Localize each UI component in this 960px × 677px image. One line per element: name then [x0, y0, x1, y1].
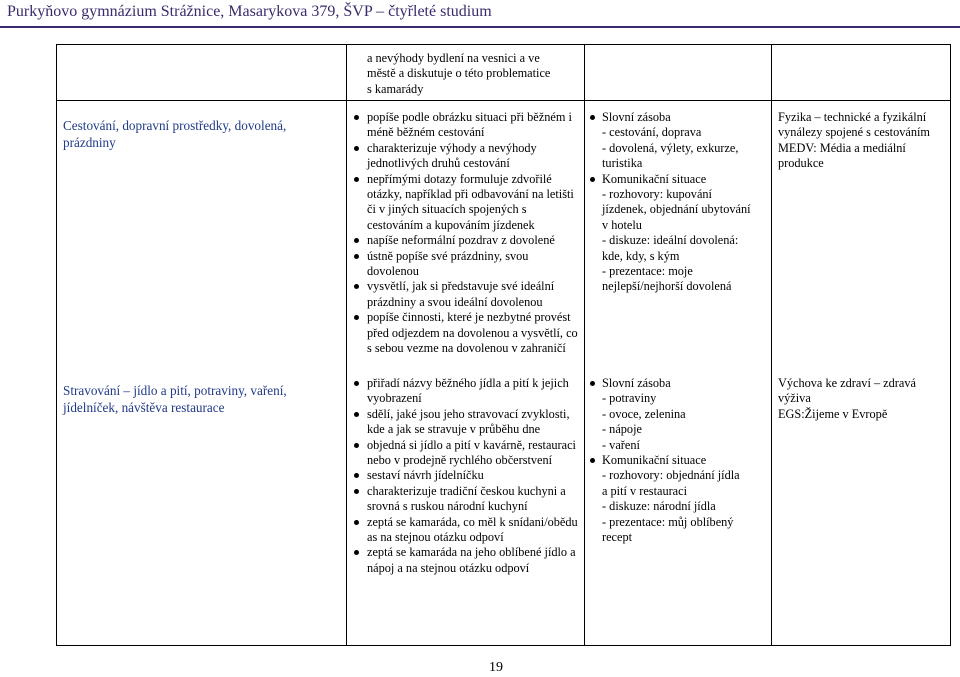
content-line: - prezentace: moje — [602, 264, 693, 279]
outcome-item: ústně popíše své prázdniny, svou dovolenou — [353, 249, 579, 280]
link-line: produkce — [778, 156, 824, 171]
link-line: výživa — [778, 391, 811, 406]
outcomes-travel — [353, 110, 579, 357]
link-line: EGS:Žijeme v Evropě — [778, 406, 888, 421]
content-travel — [589, 110, 769, 295]
bullet-icon — [590, 177, 595, 182]
content-line: - prezentace: můj oblíbený — [602, 514, 734, 529]
link-line: MEDV: Média a mediální — [778, 140, 906, 155]
content-line: - vaření — [602, 437, 640, 452]
content-line: - nápoje — [602, 422, 642, 437]
content-food — [589, 376, 769, 545]
outcome-item: zeptá se kamaráda na jeho oblíbené jídlo a nápoj a na stejnou otázku odpoví — [353, 545, 579, 576]
continued-outcome-line: s kamarády — [367, 81, 424, 96]
content-bullet-item: Slovní zásoba — [589, 110, 769, 125]
outcome-item: charakterizuje výhody a nevýhody jednotlivých druhů cestování — [353, 141, 579, 172]
table-border-bottom — [56, 645, 951, 646]
outcomes-food — [353, 376, 579, 576]
content-bullet-item: Slovní zásoba — [589, 376, 769, 391]
bullet-icon — [590, 381, 595, 386]
outcome-item: sdělí, jaké jsou jeho stravovací zvyklosti, kde a jak se stravuje v průběhu dne — [353, 407, 579, 438]
content-line: - cestování, doprava — [602, 125, 702, 140]
content-line: a pití v restauraci — [602, 483, 688, 498]
topic-travel: Cestování, dopravní prostředky, dovolená, prázdniny — [63, 118, 287, 150]
table-col-line — [771, 44, 772, 646]
content-line: recept — [602, 530, 633, 545]
link-line: Fyzika – technické a fyzikální — [778, 110, 927, 124]
outcome-item: charakterizuje tradiční českou kuchyni a srovná s ruskou národní kuchyní — [353, 484, 579, 515]
links-food — [778, 376, 948, 422]
outcome-item: objedná si jídlo a pití v kavárně, restauraci nebo v prodejně rychlého občerstvení — [353, 438, 579, 469]
content-line: nejlepší/nejhorší dovolená — [602, 279, 732, 294]
table-col-line — [950, 44, 951, 646]
content-bullet-item: Komunikační situace — [589, 453, 769, 468]
continued-outcome-line: a nevýhody bydlení na vesnici a ve — [367, 51, 540, 65]
content-line: - diskuze: ideální dovolená: — [602, 233, 739, 248]
bullet-icon — [590, 115, 595, 120]
page-header — [0, 0, 960, 34]
outcome-item: zeptá se kamaráda, co měl k snídani/obědu as na stejnou otázku odpoví — [353, 515, 579, 546]
continued-outcome-line: městě a diskutuje o této problematice — [367, 66, 551, 81]
table-border-top — [56, 44, 951, 45]
outcome-item: nepřímými dotazy formuluje zdvořilé otázky, například při odbavování na letišti či v jiných situacích spojených s cestováním a kupováním jízdenek — [353, 172, 579, 234]
link-line: vynálezy spojené s cestováním — [778, 125, 930, 140]
content-line: kde, kdy, s kým — [602, 248, 680, 263]
continued-outcome-cell — [367, 51, 582, 97]
content-line: - potraviny — [602, 391, 657, 406]
links-travel — [778, 110, 948, 172]
topic-food: Stravování – jídlo a pití, potraviny, vaření, jídelníček, návštěva restaurace — [63, 383, 287, 415]
content-line: v hotelu — [602, 217, 642, 232]
outcome-item: napíše neformální pozdrav z dovolené — [353, 233, 579, 248]
content-line: - rozhovory: kupování — [602, 187, 712, 202]
content-line: - ovoce, zelenina — [602, 406, 686, 421]
table-col-line — [56, 44, 57, 646]
header-rule — [0, 26, 960, 28]
table-col-line — [584, 44, 585, 646]
content-line: turistika — [602, 156, 643, 171]
outcome-item: sestaví návrh jídelníčku — [353, 468, 579, 483]
page-number: 19 — [489, 660, 503, 675]
bullet-icon — [590, 458, 595, 463]
content-line: jízdenek, objednání ubytování — [602, 202, 751, 217]
outcome-item: popíše činnosti, které je nezbytné provést před odjezdem na dovolenou a vysvětlí, co s sebou vezme na dovolenou v zahraničí — [353, 310, 579, 356]
table-col-line — [346, 44, 347, 646]
content-line: - diskuze: národní jídla — [602, 499, 716, 514]
outcome-item: popíše podle obrázku situaci při běžném i méně běžném cestování — [353, 110, 579, 141]
content-line: - dovolená, výlety, exkurze, — [602, 140, 739, 155]
content-line: - rozhovory: objednání jídla — [602, 468, 740, 483]
table-row-divider — [56, 100, 951, 101]
page-header-title: Purkyňovo gymnázium Strážnice, Masarykova 379, ŠVP – čtyřleté studium — [7, 3, 492, 20]
link-line: Výchova ke zdraví – zdravá — [778, 376, 916, 390]
content-bullet-item: Komunikační situace — [589, 172, 769, 187]
outcome-item: přiřadí názvy běžného jídla a pití k jejich vyobrazení — [353, 376, 579, 407]
outcome-item: vysvětlí, jak si představuje své ideální prázdniny a svou ideální dovolenou — [353, 279, 579, 310]
